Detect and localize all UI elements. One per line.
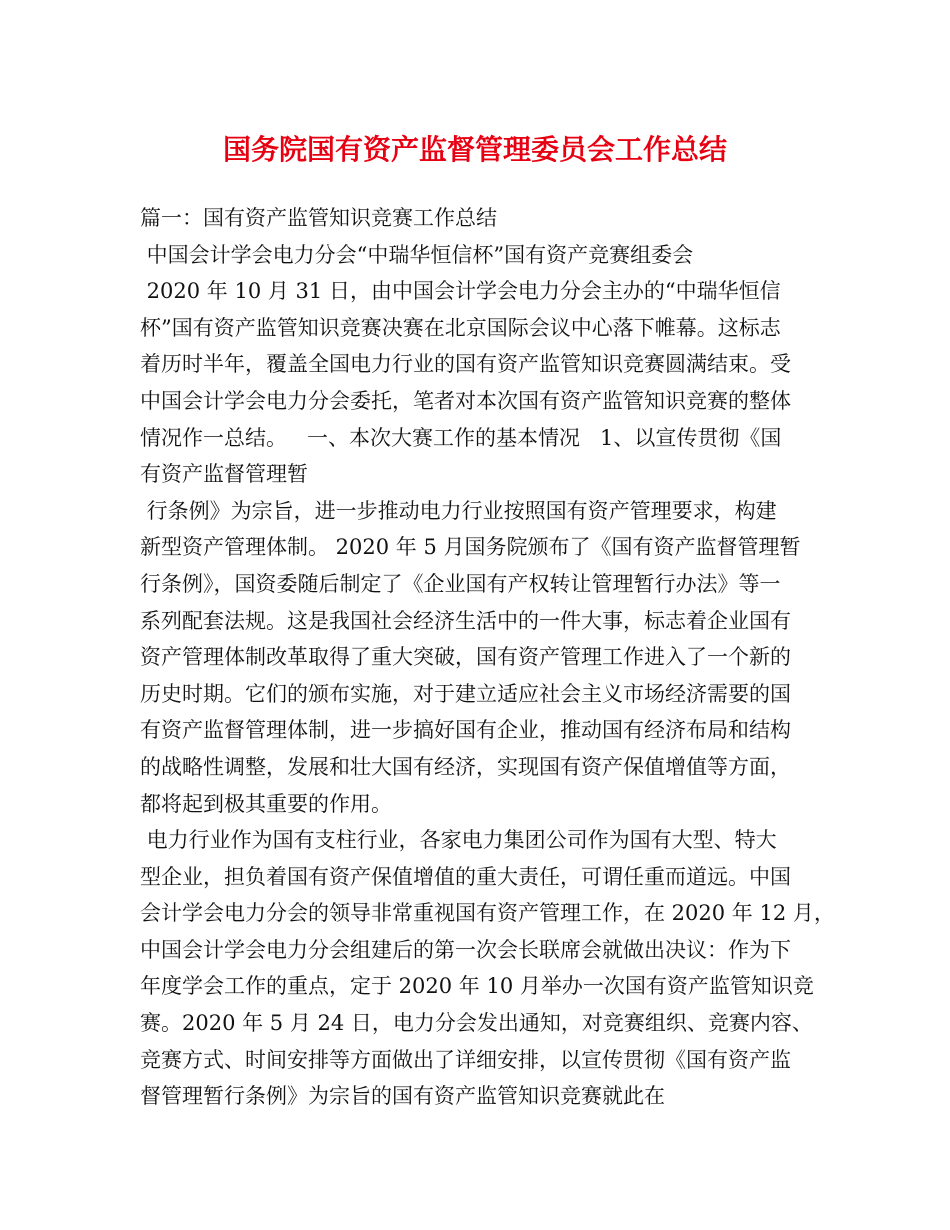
text-line: 2020 年 10 月 31 日，由中国会计学会电力分会主办的“中瑞华恒信 — [140, 279, 781, 304]
text-line: 中国会计学会电力分会委托，笔者对本次国有资产监管知识竞赛的整体 — [140, 388, 791, 413]
text-line: 赛。2020 年 5 月 24 日，电力分会发出通知，对竞赛组织、竞赛内容、 — [140, 1011, 813, 1036]
text-line: 行条例》，国资委随后制定了《企业国有产权转让管理暂行办法》等一 — [140, 571, 781, 596]
text-line: 行条例》为宗旨，进一步推动电力行业按照国有资产管理要求，构建 — [140, 498, 777, 523]
text-line: 系列配套法规。这是我国社会经济生活中的一件大事，标志着企业国有 — [140, 608, 791, 633]
text-line: 历史时期。它们的颁布实施，对于建立适应社会主义市场经济需要的国 — [140, 681, 791, 706]
text-line: 都将起到极其重要的作用。 — [140, 791, 392, 816]
document-body — [140, 200, 835, 1115]
text-line: 有资产监督管理体制，进一步搞好国有企业，推动国有经济布局和结构 — [140, 718, 791, 743]
text-line: 竞赛方式、时间安排等方面做出了详细安排，以宣传贯彻《国有资产监 — [140, 1047, 791, 1072]
text-line: 会计学会电力分会的领导非常重视国有资产管理工作，在 2020 年 12 月， — [140, 901, 835, 926]
text-line: 督管理暂行条例》为宗旨的国有资产监管知识竞赛就此在 — [140, 1084, 665, 1109]
text-line: 有资产监督管理暂 — [140, 462, 308, 487]
text-line: 新型资产管理体制。 2020 年 5 月国务院颁布了《国有资产监督管理暂 — [140, 535, 801, 560]
text-line: 年度学会工作的重点，定于 2020 年 10 月举办一次国有资产监管知识竞 — [140, 974, 814, 999]
text-line: 中国会计学会电力分会“中瑞华恒信杯”国有资产竞赛组委会 — [140, 242, 694, 267]
text-line: 篇一：国有资产监管知识竞赛工作总结 — [140, 206, 497, 230]
text-line: 型企业，担负着国有资产保值增值的重大责任，可谓任重而道远。中国 — [140, 864, 791, 889]
text-line: 中国会计学会电力分会组建后的第一次会长联席会就做出决议：作为下 — [140, 937, 791, 962]
text-line: 电力行业作为国有支柱行业，各家电力集团公司作为国有大型、特大 — [140, 828, 777, 853]
text-line: 的战略性调整，发展和壮大国有经济，实现国有资产保值增值等方面， — [140, 754, 791, 779]
text-line: 情况作一总结。 一、本次大赛工作的基本情况 1、以宣传贯彻《国 — [140, 425, 782, 450]
text-line: 着历时半年，覆盖全国电力行业的国有资产监管知识竞赛圆满结束。受 — [140, 352, 791, 377]
text-line: 杯”国有资产监管知识竞赛决赛在北京国际会议中心落下帷幕。这标志 — [140, 315, 781, 340]
text-line: 资产管理体制改革取得了重大突破，国有资产管理工作进入了一个新的 — [140, 645, 791, 670]
page-title: 国务院国有资产监督管理委员会工作总结 — [222, 133, 727, 166]
